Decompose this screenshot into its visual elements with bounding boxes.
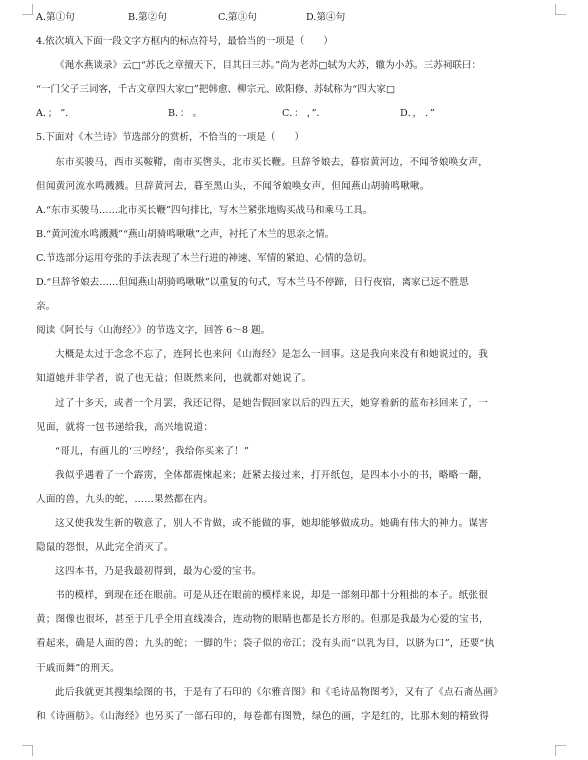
q3-option-a: A.第①句 xyxy=(36,12,75,23)
q3-option-d: D.第④句 xyxy=(306,12,346,23)
reading-p5-line-1: 这又使我发生新的敬意了，别人不肯做，或不能做的事，她却能够做成功。她确有伟大的神力。谋害 xyxy=(55,517,489,529)
corner-mark-bottom-left xyxy=(22,745,33,756)
reading-p2-line-1: 过了十多天，或者一个月罢，我还记得，是她告假回家以后的四五天，她穿着新的蓝布衫回来了，一 xyxy=(55,397,489,409)
reading-p6: 这四本书，乃是我最初得到，最为心爱的宝书。 xyxy=(55,566,262,578)
q3-options xyxy=(36,6,552,30)
q4-stem: 4.依次填入下面一段文字方框内的标点符号，最恰当的一项是（ ） xyxy=(36,36,333,48)
reading-p5-line-2: 隐鼠的怨恨，从此完全消灭了。 xyxy=(36,542,174,554)
q4-option-b: B．： 。 xyxy=(168,108,203,120)
q5-option-d-line-2: 亲。 xyxy=(36,301,56,313)
reading-p7-line-3: 看起来，确是人面的兽；九头的蛇；一脚的牛；袋子似的帝江；没有头而“以乳为目，以脐为口”，还要“执 xyxy=(36,638,495,650)
reading-p7-line-2: 黄；图像也很坏，甚至于几乎全用直线凑合，连动物的眼睛也都是长方形的。但那是我最为心爱的宝书， xyxy=(36,614,489,626)
reading-p7-line-1: 书的模样，到现在还在眼前。可是从还在眼前的模样来说，却是一部刻印都十分粗拙的本子。纸张很 xyxy=(55,590,489,602)
q5-stem: 5.下面对《木兰诗》节选部分的赏析，不恰当的一项是（ ） xyxy=(36,132,305,144)
reading-p7-line-4: 干戚而舞”的刑天。 xyxy=(36,662,120,674)
q3-option-c: C.第③句 xyxy=(218,12,257,23)
q5-option-d-line-1: D.“旦辞爷娘去……但闻燕山胡骑鸣啾啾”以重复的句式，写木兰马不停蹄，日行夜宿，离家已远不胜思 xyxy=(36,277,469,289)
q4-passage-line-1: 《渑水燕谈录》云□“苏氏之章擅天下，目其曰三苏。”尚为老苏□轼为大苏，辙为小苏。三苏祠联曰： xyxy=(55,60,482,72)
reading-p4-line-1: 我似乎遇着了一个霹雳，全体都震悚起来；赶紧去接过来，打开纸包，是四本小小的书，略略一翻， xyxy=(55,469,489,481)
reading-p1-line-1: 大概是太过于念念不忘了，连阿长也来问《山海经》是怎么一回事。这是我向来没有和她说过的，我 xyxy=(55,349,489,361)
reading-p2-line-2: 见面，就将一包书递给我，高兴地说道： xyxy=(36,421,214,433)
q4-option-c: C．： ，”． xyxy=(282,108,327,120)
q4-passage-line-2: “一门父子三词客，千古文章四大家□”把韩愈、柳宗元、欧阳修、苏轼称为“四大家□ xyxy=(36,84,396,96)
reading-p8-line-1: 此后我就更其搜集绘图的书，于是有了石印的《尔雅音图》和《毛诗品物图考》，又有了《点石斋丛画》 xyxy=(55,686,504,698)
q4-options xyxy=(36,102,552,126)
reading-p3: “哥儿，有画儿的‘三哼经’，我给你买来了！” xyxy=(55,445,250,457)
q5-option-c: C.节选部分运用夸张的手法表现了木兰行进的神速、军情的紧迫、心情的急切。 xyxy=(36,252,373,264)
corner-mark-top-right xyxy=(555,4,566,15)
q4-option-a: A．； ”． xyxy=(36,108,75,120)
q4-option-d: D．， ．” xyxy=(400,108,435,120)
reading-intro: 阅读《阿长与〈山海经〉》的节选文字，回答 6～8 题。 xyxy=(36,325,271,337)
q5-poem-line-2: 但闻黄河流水鸣溅溅。旦辞黄河去，暮至黑山头，不闻爷娘唤女声，但闻燕山胡骑鸣啾啾。 xyxy=(36,180,430,192)
q5-option-a: A.“东市买骏马……北市买长鞭”四句排比，写木兰紧张地购买战马和乘马工具。 xyxy=(36,204,373,216)
reading-p4-line-2: 人面的兽，九头的蛇，……果然都在内。 xyxy=(36,493,214,505)
reading-p1-line-2: 知道她并非学者，说了也无益；但既然来问，也就都对她说了。 xyxy=(36,373,312,385)
q5-option-b: B.“黄河流水鸣溅溅”“燕山胡骑鸣啾啾”之声，衬托了木兰的思亲之情。 xyxy=(36,228,335,240)
q3-option-b: B.第②句 xyxy=(128,12,167,23)
corner-mark-bottom-right xyxy=(555,745,566,756)
q5-poem-line-1: 东市买骏马，西市买鞍鞯，南市买辔头，北市买长鞭。旦辞爷娘去，暮宿黄河边，不闻爷娘唤女声， xyxy=(55,156,489,168)
corner-mark-top-left xyxy=(22,4,33,15)
reading-p8-line-2: 和《诗画舫》。《山海经》也另买了一部石印的，每卷都有图赞，绿色的画，字是红的，比那木刻的精致得 xyxy=(36,710,490,722)
document-page xyxy=(36,6,552,729)
